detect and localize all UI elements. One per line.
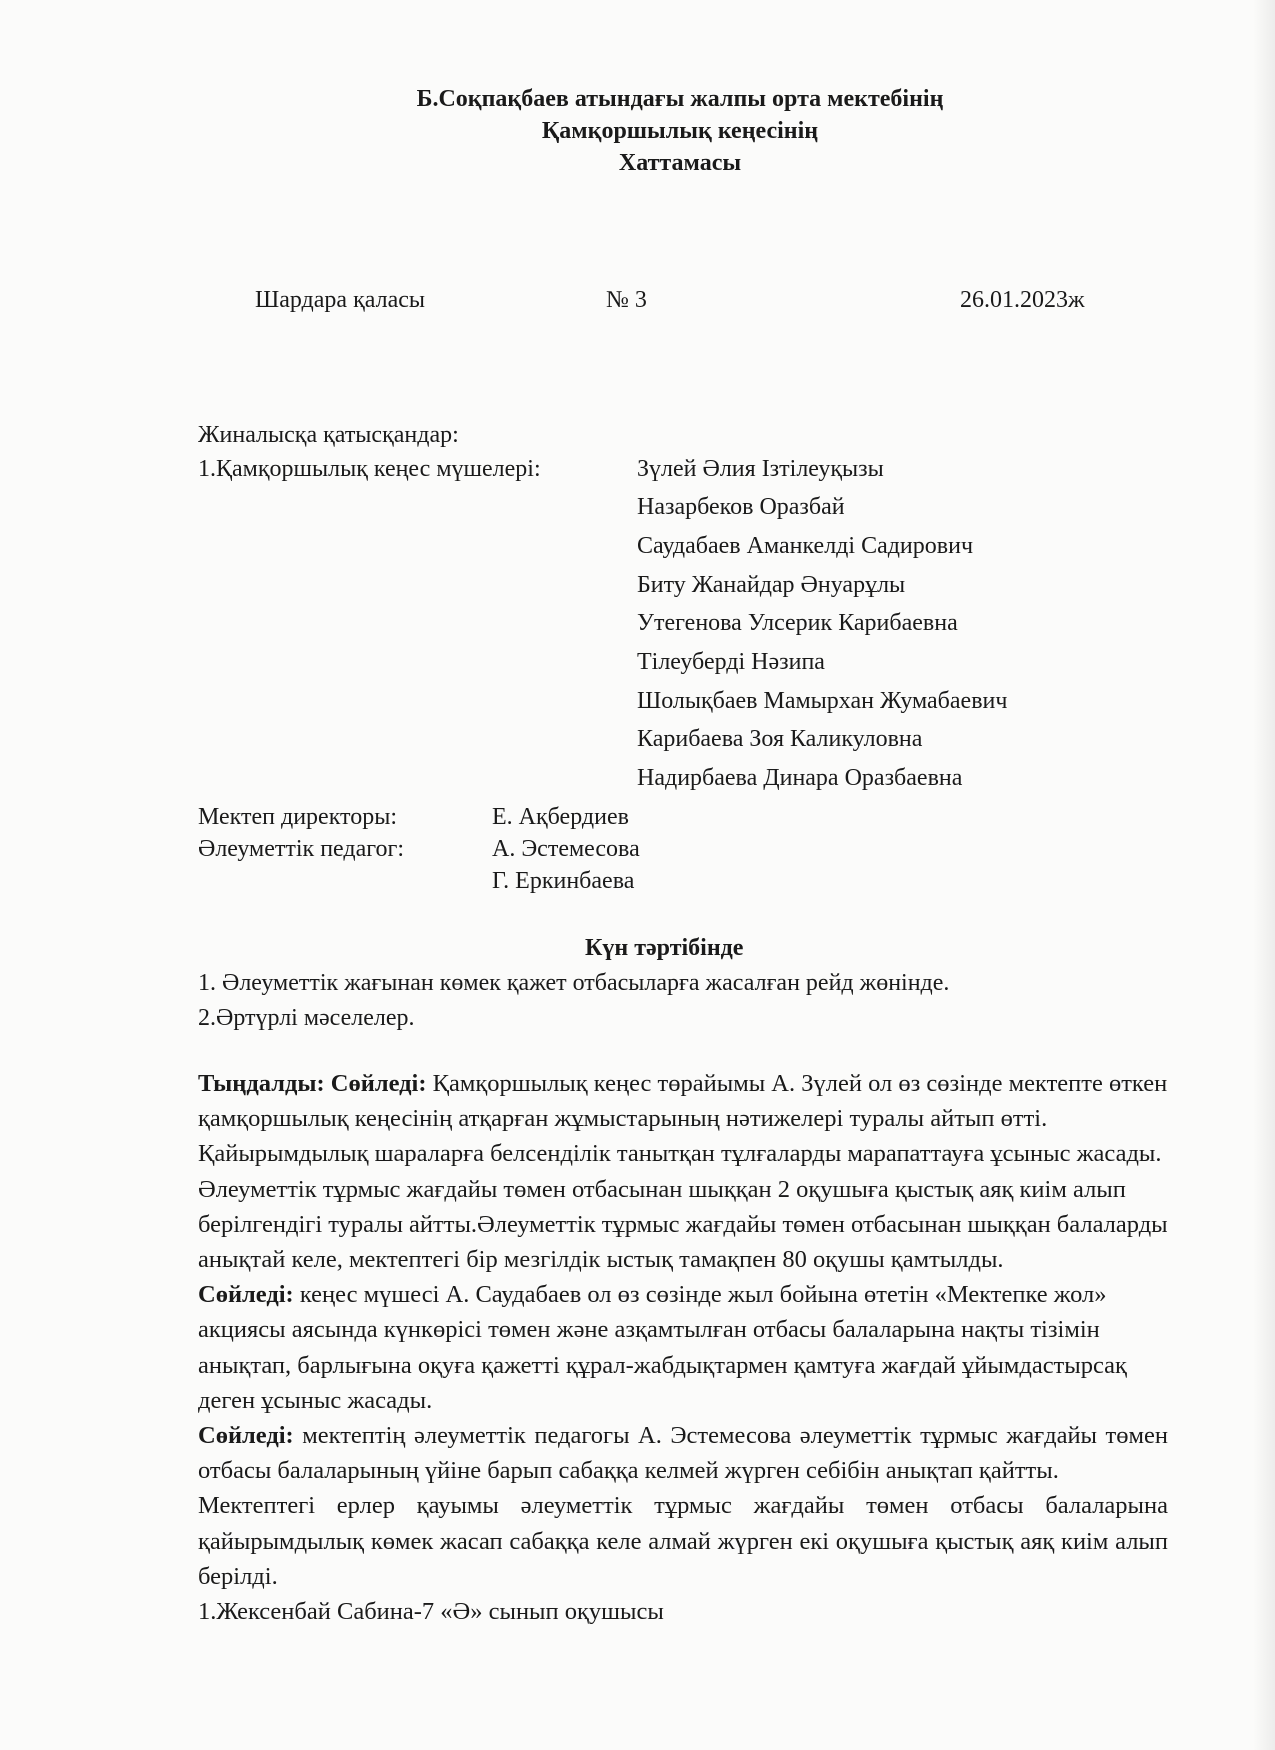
agenda-item: 2.Әртүрлі мәселелер. — [198, 1005, 415, 1031]
minutes-paragraph — [198, 1277, 1168, 1418]
agenda-title: Күн тәртібінде — [585, 935, 744, 961]
minutes-paragraph: Әлеуметтік тұрмыс жағдайы төмен отбасынан шыққан 2 оқушыға қыстық аяқ киім алып берілгендігі туралы айтты.Әлеуметтік тұрмыс жағдайы төмен отбасынан шыққан балаларды анықтай келе, мектептегі бір мезгілдік ыстық тамақпен 80 оқушы қамтылды. — [198, 1175, 1168, 1274]
minutes-paragraph: 1.Жексенбай Сабина-7 «Ә» сынып оқушысы — [198, 1598, 664, 1626]
council-member: Шолықбаев Мамырхан Жумабаевич — [637, 688, 1008, 714]
minutes-body — [198, 1066, 1168, 1629]
school-title: Б.Соқпақбаев атындағы жалпы орта мектебінің — [416, 86, 944, 112]
council-title: Қамқоршылық кеңесінің — [541, 118, 819, 144]
minutes-paragraph — [198, 1418, 1168, 1488]
attendees-heading: Жиналысқа қатысқандар: — [198, 422, 459, 448]
paragraph-label: Тыңдалды: Сөйледі: — [198, 1070, 427, 1097]
minutes-paragraph — [198, 1066, 1168, 1172]
council-members-label: 1.Қамқоршылық кеңес мүшелері: — [198, 456, 541, 482]
agenda-item: 1. Әлеуметтік жағынан көмек қажет отбасыларға жасалған рейд жөнінде. — [198, 970, 950, 996]
minutes-paragraph: Мектептегі ерлер қауымы әлеуметтік тұрмыс жағдайы төмен отбасы балаларына қайырымдылық көмек жасап сабаққа келе алмай жүрген екі оқушыға қыстық аяқ киім алып берілді. — [198, 1492, 1168, 1590]
council-member: Саудабаев Аманкелді Садирович — [637, 533, 974, 559]
paragraph-text: кеңес мүшесі А. Саудабаев ол өз сөзінде жыл бойына өтетін «Мектепке жол» акциясы аясында күнкөрісі төмен және азқамтылған отбасы балаларына нақты тізімін анықтап, барлығына оқуға қажетті құрал-жабдықтармен қамтуға жағдай ұйымдастырсақ деген ұсыныс жасады. — [198, 1281, 1127, 1414]
council-member: Назарбеков Оразбай — [637, 494, 845, 520]
director-label: Мектеп директоры: — [198, 804, 398, 830]
pedagogue-name: А. Эстемесова — [492, 836, 640, 862]
director-name: Е. Ақбердиев — [492, 804, 629, 830]
protocol-date: 26.01.2023ж — [960, 287, 1085, 313]
council-member: Тілеуберді Нәзипа — [637, 649, 825, 675]
page-edge-shadow — [1253, 0, 1275, 1750]
protocol-title: Хаттамасы — [618, 150, 742, 176]
pedagogue-label: Әлеуметтік педагог: — [198, 836, 404, 862]
paragraph-text: Қамқоршылық кеңес төрайымы А. Зүлей ол өз сөзінде мектепте өткен қамқоршылық кеңесінің атқарған жұмыстарының нәтижелері туралы айтып өтті. Қайырымдылық шараларға белсенділік танытқан тұлғаларды марапаттауға ұсыныс жасады. — [198, 1070, 1168, 1168]
council-member: Биту Жанайдар Әнуарұлы — [637, 572, 906, 598]
city-label: Шардара қаласы — [255, 287, 425, 313]
council-member: Карибаева Зоя Каликуловна — [637, 726, 923, 752]
council-member: Зүлей Әлия Ізтілеуқызы — [637, 456, 884, 482]
paragraph-text: мектептің әлеуметтік педагогы А. Эстемесова әлеуметтік тұрмыс жағдайы төмен отбасы балаларының үйіне барып сабаққа келмей жүрген себібін анықтап қайтты. — [198, 1422, 1168, 1485]
paragraph-label: Сөйледі: — [198, 1422, 294, 1450]
council-member: Надирбаева Динара Оразбаевна — [637, 765, 963, 791]
paragraph-label: Сөйледі: — [198, 1281, 294, 1309]
protocol-number: № 3 — [606, 287, 647, 313]
pedagogue-name: Г. Еркинбаева — [492, 868, 635, 894]
council-member: Утегенова Улсерик Карибаевна — [637, 610, 958, 636]
